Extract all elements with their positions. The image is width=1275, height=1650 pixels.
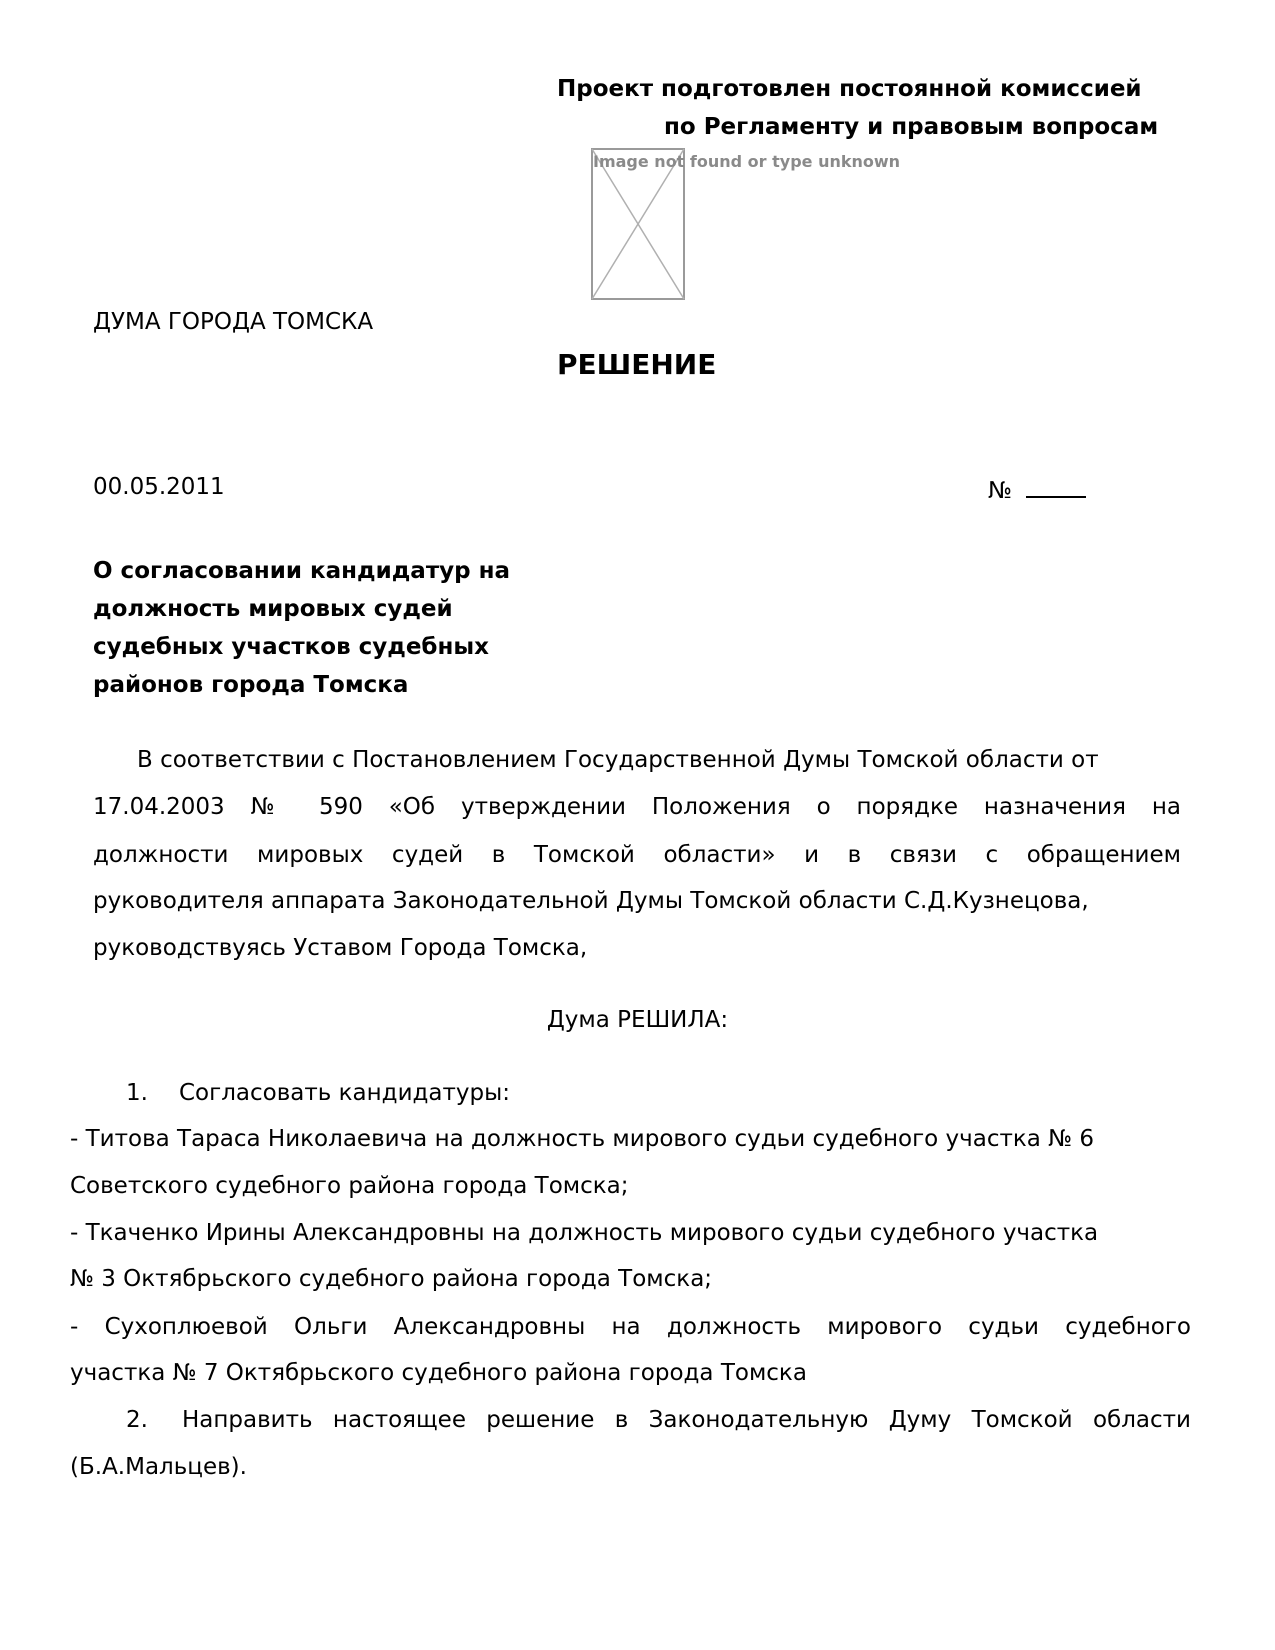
- preamble-line: должности мировых судей в Томской области» и в связи с обращением: [93, 842, 1181, 868]
- item-number: 2.: [126, 1407, 148, 1433]
- header-line-1: Проект подготовлен постоянной комиссией: [557, 76, 1142, 102]
- image-alt-text: Image not found or type unknown: [593, 152, 901, 171]
- item-text: Согласовать кандидатуры:: [179, 1080, 511, 1106]
- candidate-line: - Ткаченко Ирины Александровны на должность мирового судьи судебного участка: [70, 1220, 1099, 1246]
- organization-name: ДУМА ГОРОДА ТОМСКА: [93, 309, 374, 335]
- preamble-line: руководителя аппарата Законодательной Думы Томской области С.Д.Кузнецова,: [93, 888, 1089, 914]
- candidate-line: № 3 Октябрьского судебного района города Томска;: [70, 1266, 713, 1292]
- subject-line: судебных участков судебных: [93, 634, 490, 660]
- subject-line: районов города Томска: [93, 672, 409, 698]
- candidate-line: Советского судебного района города Томска;: [70, 1173, 629, 1199]
- candidate-line: - Сухоплюевой Ольги Александровны на должность мирового судьи судебного: [70, 1314, 1191, 1340]
- number-blank-line: [1026, 474, 1086, 498]
- document-date: 00.05.2011: [93, 474, 225, 500]
- preamble-line: В соответствии с Постановлением Государственной Думы Томской области от: [137, 747, 1099, 773]
- header-line-2: по Регламенту и правовым вопросам: [664, 114, 1159, 140]
- number-label: №: [988, 478, 1012, 504]
- subject-line: О согласовании кандидатур на: [93, 558, 511, 584]
- subject-line: должность мировых судей: [93, 596, 453, 622]
- document-type-title: РЕШЕНИЕ: [557, 348, 717, 381]
- preamble-line: 17.04.2003 № 590 «Об утверждении Положения о порядке назначения на: [93, 794, 1181, 820]
- candidate-line: - Титова Тараса Николаевича на должность мирового судьи судебного участка № 6: [70, 1126, 1095, 1152]
- document-number: [988, 474, 1086, 504]
- decision-heading: Дума РЕШИЛА:: [546, 1007, 729, 1033]
- item-continuation: (Б.А.Мальцев).: [70, 1454, 247, 1480]
- item-text: Направить настоящее решение в Законодательную Думу Томской области: [182, 1407, 1191, 1433]
- document-subject: [93, 552, 613, 704]
- item-number: 1.: [126, 1080, 148, 1106]
- preamble-line: руководствуясь Уставом Города Томска,: [93, 935, 588, 961]
- candidate-line: участка № 7 Октябрьского судебного района города Томска: [70, 1360, 807, 1386]
